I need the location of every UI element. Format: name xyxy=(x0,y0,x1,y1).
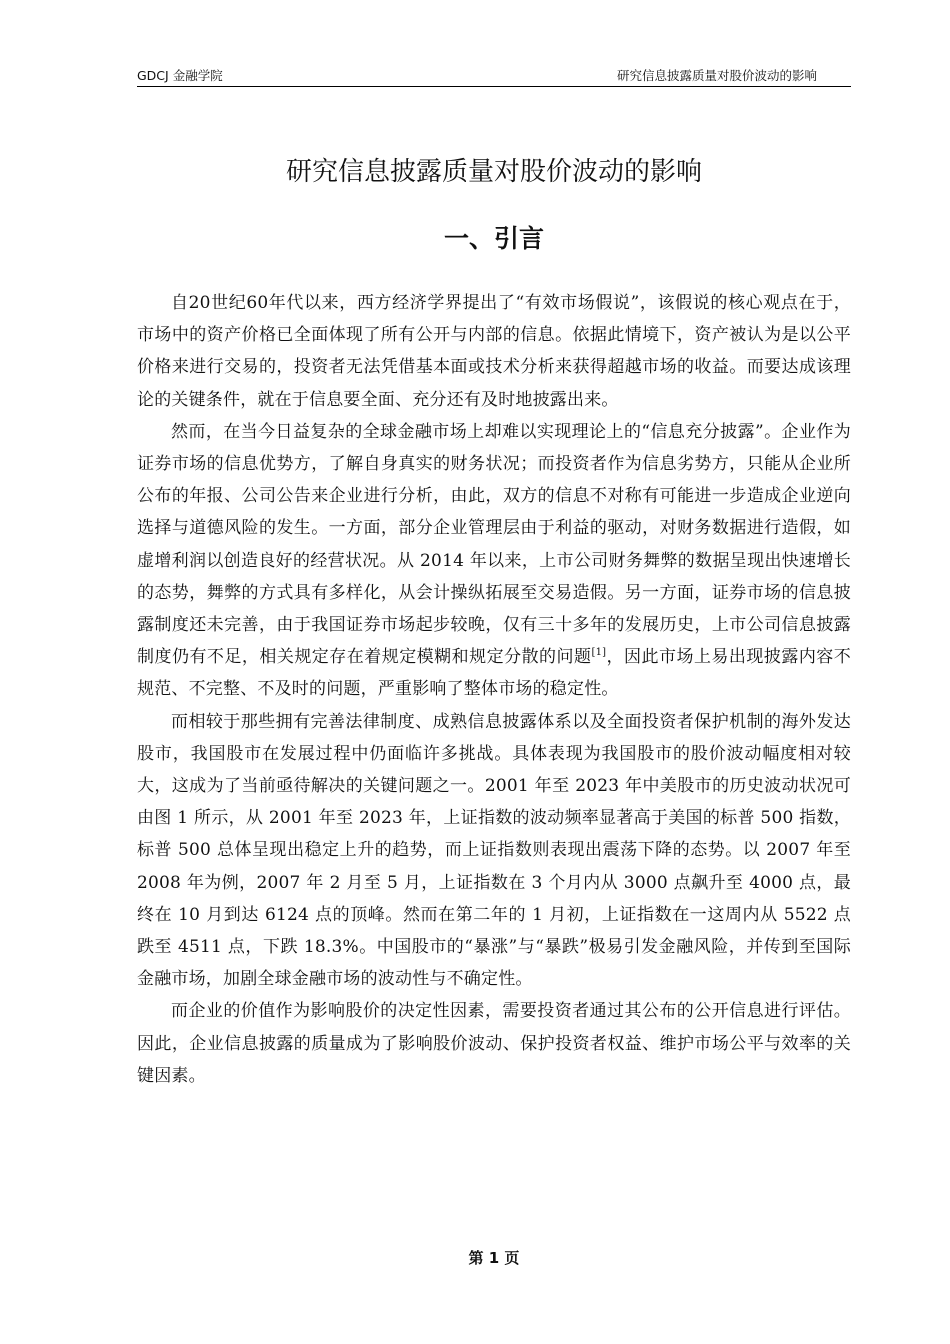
page-header xyxy=(137,68,851,87)
paragraph-2-part-1: 然而，在当今日益复杂的全球金融市场上却难以实现理论上的“信息充分披露”。企业作为证券市场的信息优势方，了解自身真实的财务状况；而投资者作为信息劣势方，只能从企业所公布的年报、公司公告来企业进行分析，由此，双方的信息不对称有可能进一步造成企业逆向选择与道德风险的发生。一方面，部分企业管理层由于利益的驱动，对财务数据进行造假，如虚增利润以创造良好的经营状况。从 2014 年以来，上市公司财务舞弊的数据呈现出快速增长的态势，舞弊的方式具有多样化，从会计操纵拓展至交易造假。另一方面，证券市场的信息披露制度还未完善，由于我国证券市场起步较晚，仅有三十多年的发展历史，上市公司信息披露制度仍有不足，相关规定存在着规定模糊和规定分散的问题 xyxy=(137,421,851,668)
paragraph-3: 而相较于那些拥有完善法律制度、成熟信息披露体系以及全面投资者保护机制的海外发达股市，我国股市在发展过程中仍面临许多挑战。具体表现为我国股市的股价波动幅度相对较大，这成为了当前亟待解决的关键问题之一。2001 年至 2023 年中美股市的历史波动状况可由图 1 所示，从 2001 年至 2023 年，上证指数的波动频率显著高于美国的标普 500 指数，标普 500 总体呈现出稳定上升的趋势，而上证指数则表现出震荡下降的态势。以 2007 年至 2008 年为例，2007 年 2 月至 5 月，上证指数在 3 个月内从 3000 点飙升至 4000 点，最终在 10 月到达 6124 点的顶峰。然而在第二年的 1 月初，上证指数在一这周内从 5522 点跌至 4511 点，下跌 18.3%。中国股市的“暴涨”与“暴跌”极易引发金融风险，并传到至国际金融市场，加剧全球金融市场的波动性与不确定性。 xyxy=(137,711,851,990)
page-number: 第 1 页 xyxy=(468,1249,520,1267)
body-text xyxy=(137,287,851,1092)
citation-marker[interactable]: [1] xyxy=(591,647,607,659)
paragraph-2 xyxy=(137,416,851,706)
paragraph-1: 自20世纪60年代以来，西方经济学界提出了“有效市场假说”，该假说的核心观点在于，市场中的资产价格已全面体现了所有公开与内部的信息。依据此情境下，资产被认为是以公平价格来进行交易的，投资者无法凭借基本面或技术分析来获得超越市场的收益。而要达成该理论的关键条件，就在于信息要全面、充分还有及时地披露出来。 xyxy=(137,293,851,410)
document-title: 研究信息披露质量对股价波动的影响 xyxy=(285,157,702,187)
header-running-title: 研究信息披露质量对股价波动的影响 xyxy=(616,68,817,83)
header-institution: GDCJ 金融学院 xyxy=(137,68,223,83)
section-heading-introduction: 一、引言 xyxy=(443,224,544,253)
paragraph-4: 而企业的价值作为影响股价的决定性因素，需要投资者通过其公布的公开信息进行评估。因此，企业信息披露的质量成为了影响股价波动、保护投资者权益、维护市场公平与效率的关键因素。 xyxy=(137,1001,851,1086)
paragraph-2-part-2: ，因此市场上易出现披露内容不规范、不完整、不及时的问题，严重影响了整体市场的稳定性。 xyxy=(137,647,851,700)
